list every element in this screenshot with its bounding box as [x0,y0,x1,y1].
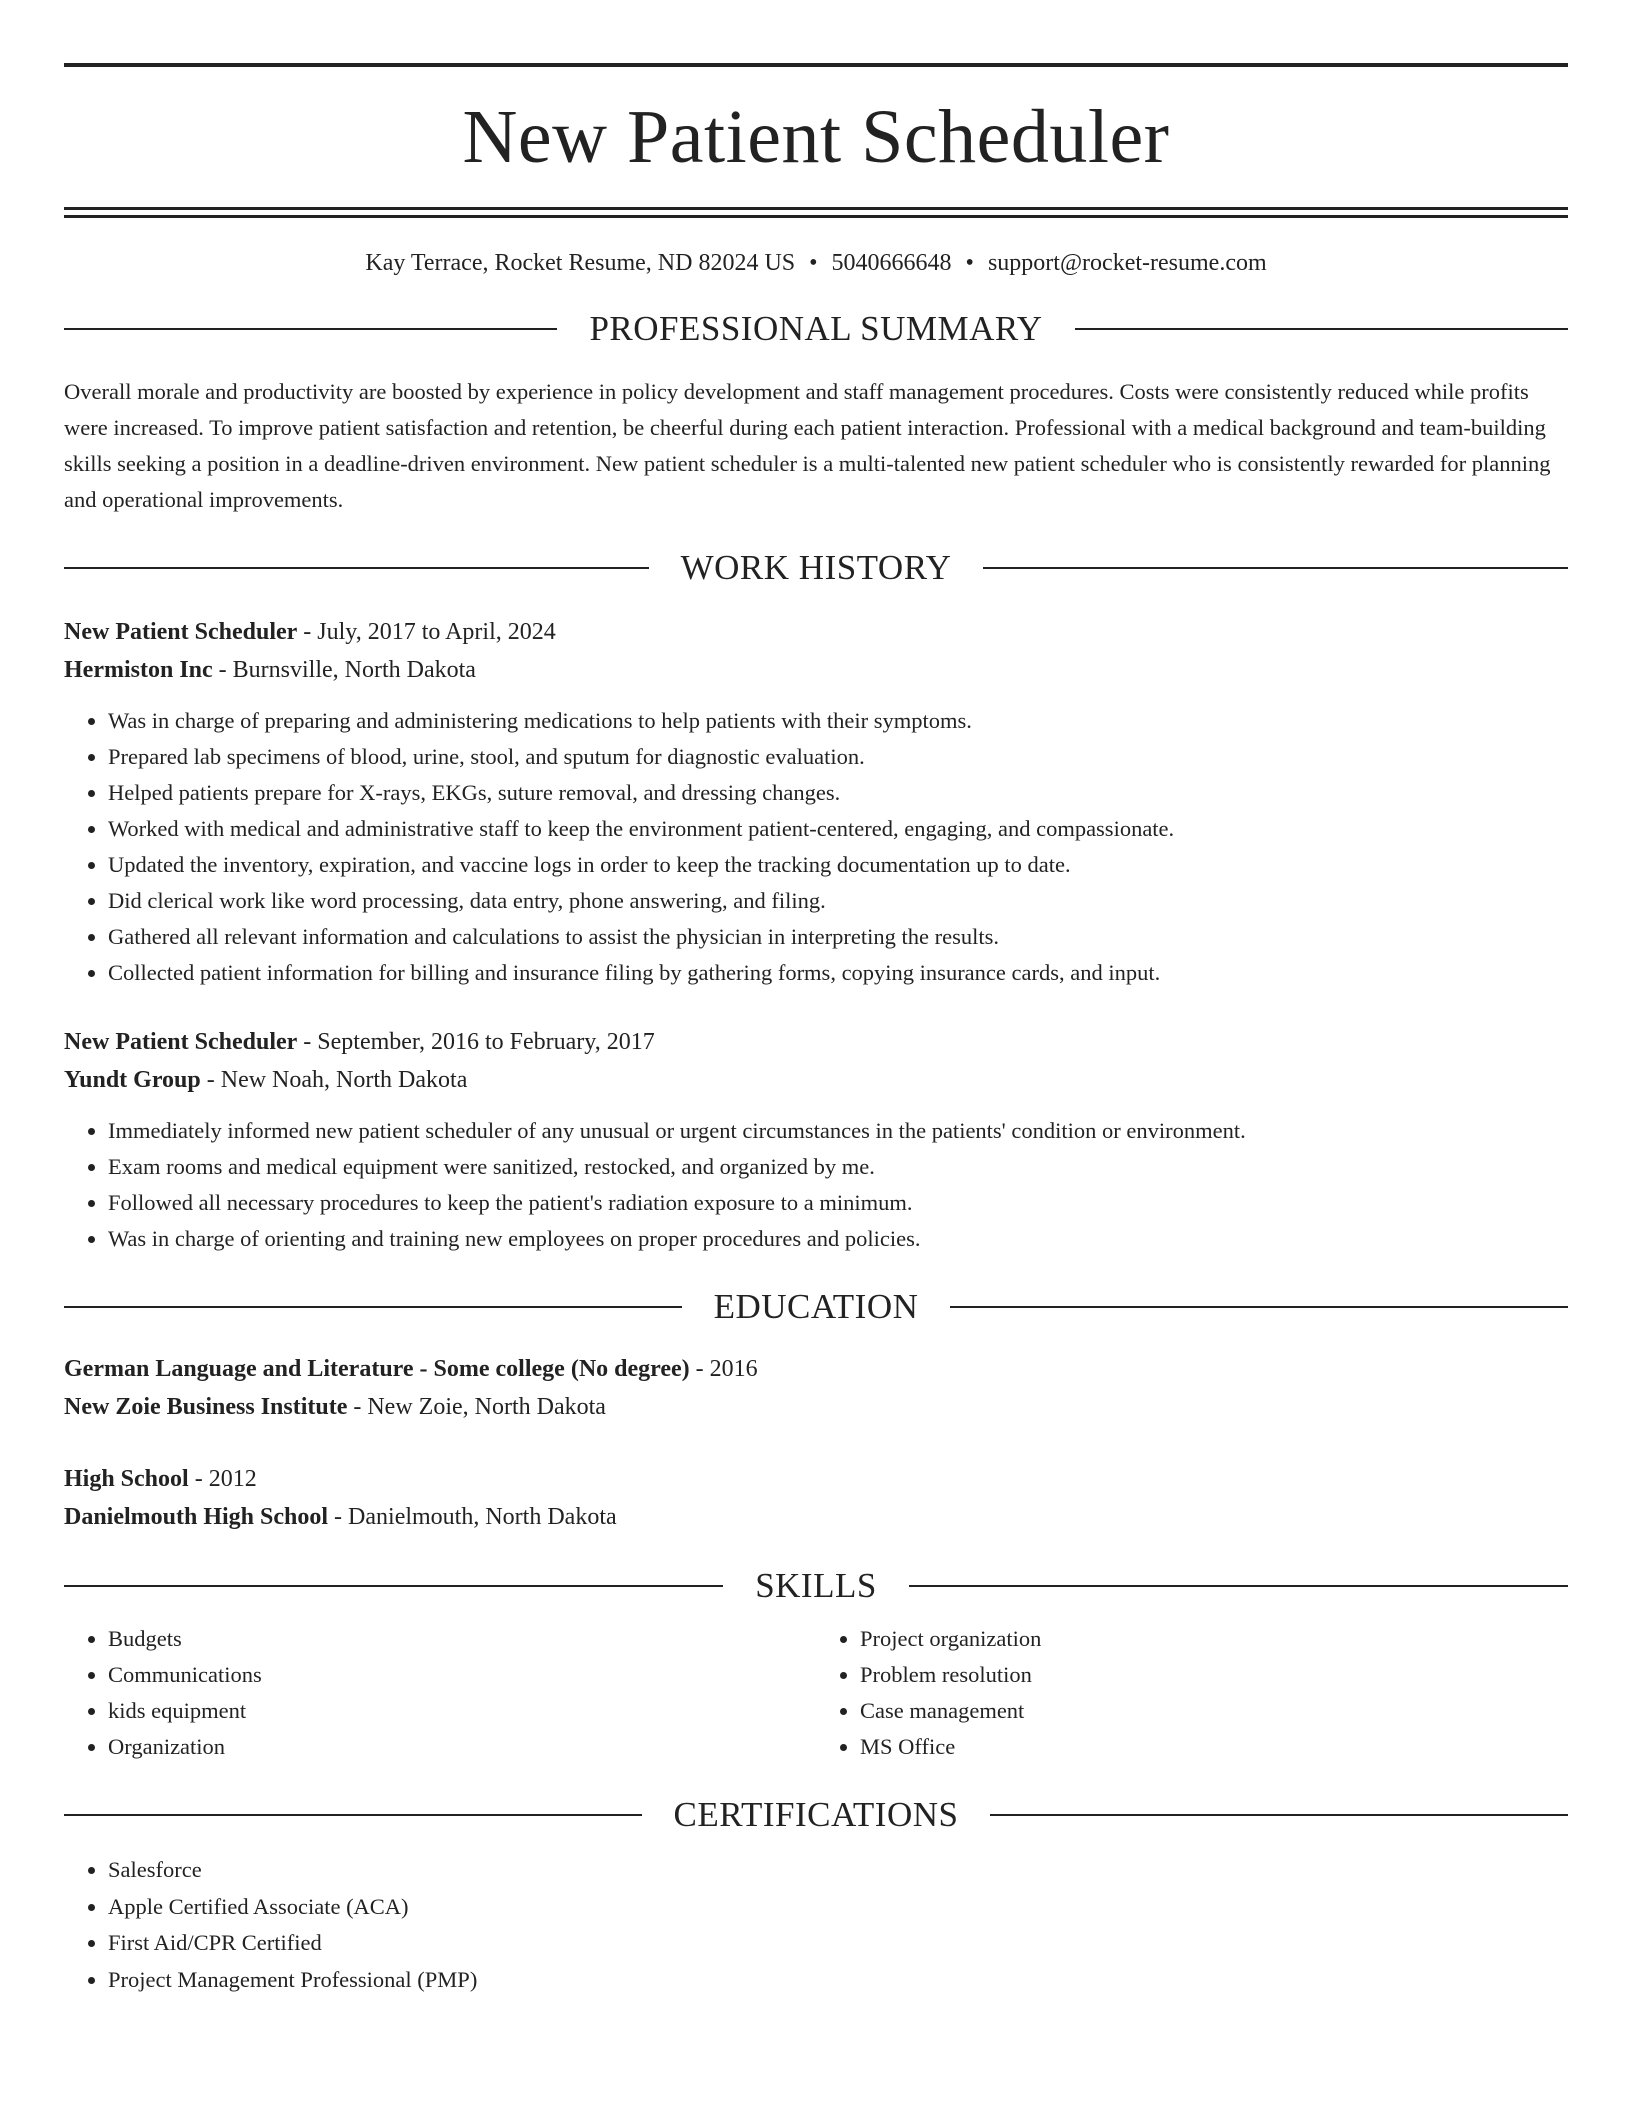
list-item: • Immediately informed new patient scheduler of any unusual or urgent circumstances in the patients' condition or environment. [108,1113,1568,1149]
summary-text: Overall morale and productivity are boosted by experience in policy development and staff management procedures. Costs were consistently reduced while profits were increased. To improve patient satisfaction and retention, be cheerful during each patient interaction. Professional with a medical background and team-building skills seeking a position in a deadline-driven environment. New patient scheduler is a multi-talented new patient scheduler who is consistently rewarded for planning and operational improvements. [64,379,1551,513]
contact-email: support@rocket-resume.com [987,250,1267,276]
education-year: - 2016 [689,1356,758,1383]
divider-line [64,1306,682,1308]
contact-phone: 5040666648 [831,250,952,276]
section-header-work [64,548,1568,588]
list-item: • Organization [108,1729,816,1765]
list-item: • Prepared lab specimens of blood, urine, stool, and sputum for diagnostic evaluation. [108,739,1568,775]
job-bullets [64,1113,1568,1257]
job-entry [64,1023,1568,1099]
list-item: • Communications [108,1657,816,1693]
list-item: • Helped patients prepare for X-rays, EKGs, suture removal, and dressing changes. [108,775,1568,811]
education-school: New Zoie Business Institute [64,1394,348,1421]
list-item: • Followed all necessary procedures to keep the patient's radiation exposure to a minimum. [108,1185,1568,1221]
list-item: • kids equipment [108,1693,816,1729]
list-item: • Project Management Professional (PMP) [108,1962,1568,1999]
list-item: • Budgets [108,1621,816,1657]
list-item: • MS Office [860,1729,1568,1765]
resume-name: New Patient Scheduler [462,95,1170,179]
job-title: New Patient Scheduler [64,619,298,646]
education-school-line [64,1498,1568,1536]
certifications-list [64,1852,1568,1998]
education-entry [64,1460,1568,1536]
divider-line [64,328,557,330]
divider-line [909,1585,1568,1587]
divider-line [64,1585,723,1587]
contact-address: Kay Terrace, Rocket Resume, ND 82024 US [365,250,796,276]
skills-list-right [816,1621,1568,1765]
list-item: • Salesforce [108,1852,1568,1889]
list-item: • Case management [860,1693,1568,1729]
job-company: Yundt Group [64,1067,201,1094]
list-item: • Worked with medical and administrative staff to keep the environment patient-centered, engaging, and compassionate. [108,811,1568,847]
education-degree-line [64,1460,1568,1498]
section-title-summary: PROFESSIONAL SUMMARY [589,309,1043,349]
double-rule [64,207,1568,218]
job-entry [64,613,1568,689]
section-header-education [64,1287,1568,1327]
job-title-line [64,613,1568,651]
list-item: • Updated the inventory, expiration, and vaccine logs in order to keep the tracking documentation up to date. [108,847,1568,883]
job-company-line [64,1061,1568,1099]
list-item: • Project organization [860,1621,1568,1657]
section-header-summary [64,309,1568,349]
divider-line [64,567,649,569]
contact-line [64,248,1568,279]
job-company-line [64,651,1568,689]
section-title-work: WORK HISTORY [680,548,952,588]
divider-line [1075,328,1568,330]
list-item: • Was in charge of preparing and administering medications to help patients with their symptoms. [108,703,1568,739]
section-header-certifications [64,1795,1568,1835]
contact-separator: • [809,250,818,276]
education-school: Danielmouth High School [64,1504,329,1531]
contact-separator: • [965,250,974,276]
skills-columns [64,1621,1568,1765]
job-title-line [64,1023,1568,1061]
skills-list-left [64,1621,816,1765]
section-title-certifications: CERTIFICATIONS [673,1795,959,1835]
list-item: • Problem resolution [860,1657,1568,1693]
job-location: - New Noah, North Dakota [200,1067,468,1094]
top-rule [64,63,1568,67]
job-dates: - July, 2017 to April, 2024 [297,619,556,646]
education-year: - 2012 [188,1466,257,1493]
education-entry [64,1350,1568,1426]
list-item: • Did clerical work like word processing, data entry, phone answering, and filing. [108,883,1568,919]
divider-line [990,1814,1568,1816]
education-school-line [64,1388,1568,1426]
section-title-education: EDUCATION [713,1287,919,1327]
job-dates: - September, 2016 to February, 2017 [297,1029,655,1056]
education-location: - New Zoie, North Dakota [347,1394,606,1421]
section-header-skills [64,1566,1568,1606]
job-bullets [64,703,1568,991]
education-degree: German Language and Literature - Some college (No degree) [64,1356,690,1383]
list-item: • First Aid/CPR Certified [108,1925,1568,1962]
list-item: • Was in charge of orienting and training new employees on proper procedures and policies. [108,1221,1568,1257]
divider-line [950,1306,1568,1308]
divider-line [983,567,1568,569]
list-item: • Apple Certified Associate (ACA) [108,1889,1568,1926]
job-title: New Patient Scheduler [64,1029,298,1056]
divider-line [64,1814,642,1816]
job-location: - Burnsville, North Dakota [212,657,476,684]
list-item: • Gathered all relevant information and calculations to assist the physician in interpreting the results. [108,919,1568,955]
education-location: - Danielmouth, North Dakota [328,1504,617,1531]
list-item: • Collected patient information for billing and insurance filing by gathering forms, copying insurance cards, and input. [108,955,1568,991]
education-degree-line [64,1350,1568,1388]
job-company: Hermiston Inc [64,657,213,684]
list-item: • Exam rooms and medical equipment were sanitized, restocked, and organized by me. [108,1149,1568,1185]
education-degree: High School [64,1466,189,1493]
section-title-skills: SKILLS [755,1566,877,1606]
